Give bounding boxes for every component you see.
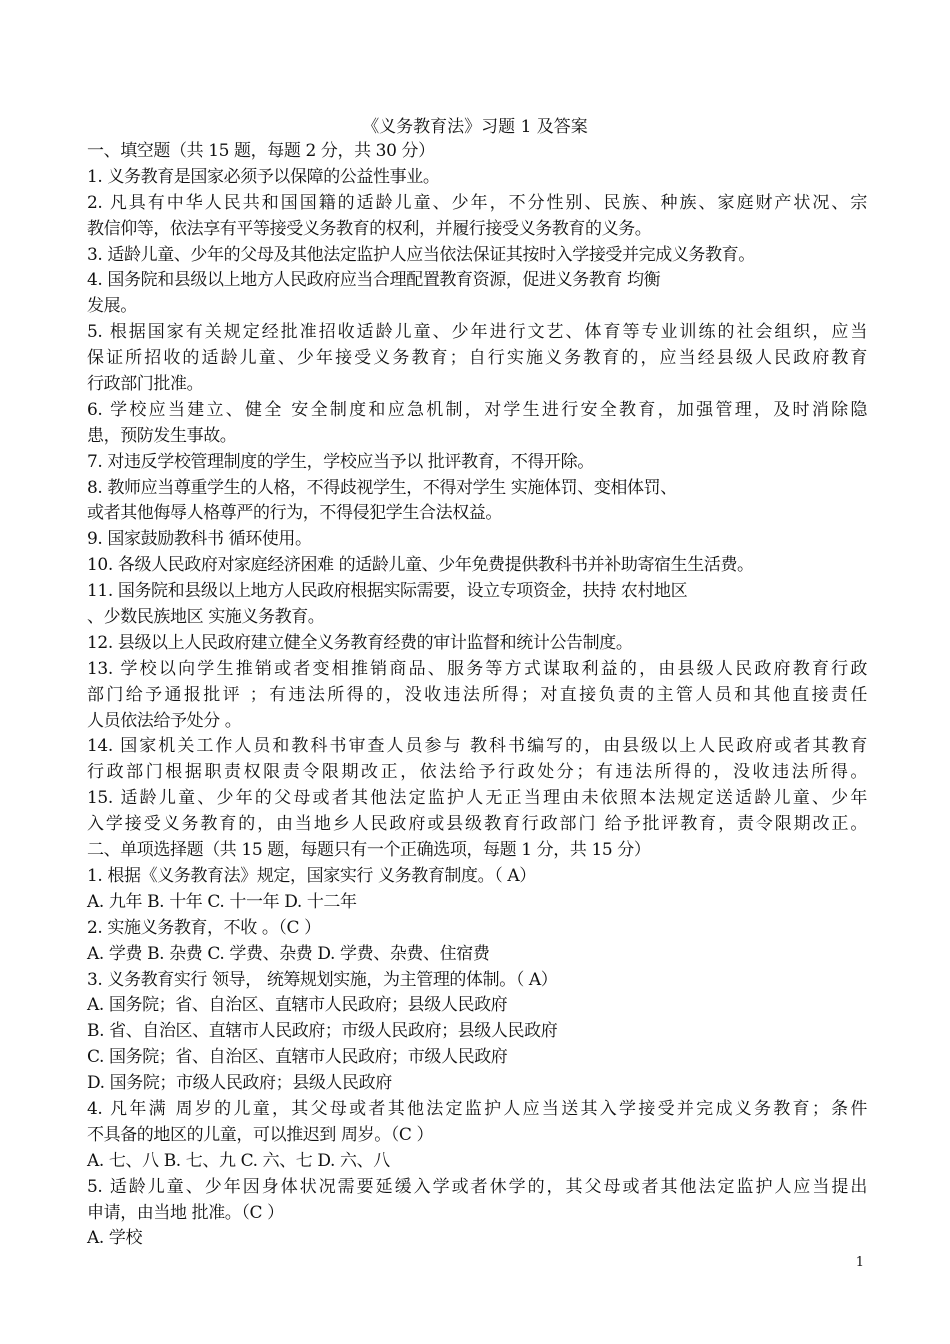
- text-line: 部门给予通报批评 ；有违法所得的，没收违法所得；对直接负责的主管人员和其他直接责任: [87, 684, 867, 705]
- text-line: C. 国务院；省、自治区、直辖市人民政府；市级人民政府: [87, 1047, 508, 1068]
- text-line: D. 国务院；市级人民政府；县级人民政府: [87, 1073, 392, 1094]
- text-line: 2. 凡具有中华人民共和国国籍的适龄儿童、少年，不分性别、民族、种族、家庭财产状况、宗: [87, 192, 867, 213]
- text-line: 或者其他侮辱人格尊严的行为，不得侵犯学生合法权益。: [87, 503, 502, 524]
- text-line: 入学接受义务教育的，由当地乡人民政府或县级教育行政部门 给予批评教育，责令限期改正。: [87, 814, 867, 835]
- text-line: 2. 实施义务教育，不收 。（C ）: [87, 917, 321, 938]
- text-line: 14. 国家机关工作人员和教科书审查人员参与 教科书编写的，由县级以上人民政府或者其教育: [87, 736, 867, 757]
- text-line: 行政部门根据职责权限责令限期改正，依法给予行政处分；有违法所得的，没收违法所得。: [87, 762, 867, 783]
- document-title: 《义务教育法》习题 1 及答案: [362, 117, 588, 137]
- text-line: 、少数民族地区 实施义务教育。: [87, 607, 325, 628]
- text-line: 行政部门批准。: [87, 374, 204, 395]
- page-number: 1: [855, 1255, 864, 1270]
- text-line: 10. 各级人民政府对家庭经济困难 的适龄儿童、少年免费提供教科书并补助寄宿生生活费。: [87, 555, 754, 576]
- text-line: 7. 对违反学校管理制度的学生，学校应当予以 批评教育，不得开除。: [87, 451, 594, 472]
- text-line: 人员依法给予处分 。: [87, 710, 242, 731]
- document-body: [87, 139, 867, 1252]
- text-line: 1. 根据《义务教育法》规定，国家实行 义务教育制度。（ A）: [87, 865, 536, 886]
- text-line: 3. 适龄儿童、少年的父母及其他法定监护人应当依法保证其按时入学接受并完成义务教育。: [87, 244, 755, 265]
- text-line: 4. 国务院和县级以上地方人民政府应当合理配置教育资源，促进义务教育 均衡: [87, 270, 661, 291]
- text-line: 二、单项选择题（共 15 题，每题只有一个正确选项，每题 1 分，共 15 分）: [87, 840, 651, 861]
- text-line: 15. 适龄儿童、少年的父母或者其他法定监护人无正当理由未依照本法规定送适龄儿童、少年: [87, 788, 867, 809]
- text-line: 3. 义务教育实行 领导， 统筹规划实施，为主管理的体制。（ A）: [87, 969, 558, 990]
- text-line: 发展。: [87, 296, 137, 317]
- text-line: 6. 学校应当建立、健全 安全制度和应急机制，对学生进行安全教育，加强管理，及时消除隐: [87, 399, 867, 420]
- text-line: 9. 国家鼓励教科书 循环使用。: [87, 529, 312, 550]
- text-line: 11. 国务院和县级以上地方人民政府根据实际需要，设立专项资金，扶持 农村地区: [87, 581, 688, 602]
- text-line: 不具备的地区的儿童，可以推迟到 周岁。（C ）: [87, 1124, 434, 1145]
- text-line: 5. 根据国家有关规定经批准招收适龄儿童、少年进行文艺、体育等专业训练的社会组织，应当: [87, 322, 867, 343]
- text-line: 1. 义务教育是国家必须予以保障的公益性事业。: [87, 166, 440, 187]
- text-line: 教信仰等，依法享有平等接受义务教育的权利，并履行接受义务教育的义务。: [87, 218, 652, 239]
- text-line: A. 学费 B. 杂费 C. 学费、杂费 D. 学费、杂费、住宿费: [87, 943, 490, 964]
- text-line: 4. 凡年满 周岁的儿童，其父母或者其他法定监护人应当送其入学接受并完成义务教育；条件: [87, 1098, 867, 1119]
- text-line: 保证所招收的适龄儿童、少年接受义务教育；自行实施义务教育的，应当经县级人民政府教育: [87, 348, 867, 369]
- text-line: A. 七、八 B. 七、九 C. 六、七 D. 六、八: [87, 1150, 390, 1171]
- text-line: A. 九年 B. 十年 C. 十一年 D. 十二年: [87, 891, 357, 912]
- text-line: 5. 适龄儿童、少年因身体状况需要延缓入学或者休学的，其父母或者其他法定监护人应当提出: [87, 1176, 867, 1197]
- text-line: 一、填空题（共 15 题，每题 2 分，共 30 分）: [87, 141, 435, 161]
- text-line: 申请，由当地 批准。（C ）: [87, 1202, 284, 1223]
- text-line: A. 学校: [87, 1228, 143, 1249]
- text-line: 12. 县级以上人民政府建立健全义务教育经费的审计监督和统计公告制度。: [87, 632, 633, 653]
- text-line: 13. 学校以向学生推销或者变相推销商品、服务等方式谋取利益的，由县级人民政府教育行政: [87, 658, 867, 679]
- text-line: B. 省、自治区、直辖市人民政府；市级人民政府；县级人民政府: [87, 1021, 558, 1042]
- text-line: 8. 教师应当尊重学生的人格，不得歧视学生，不得对学生 实施体罚、变相体罚、: [87, 477, 677, 498]
- text-line: 患，预防发生事故。: [87, 425, 237, 446]
- text-line: A. 国务院；省、自治区、直辖市人民政府；县级人民政府: [87, 995, 508, 1016]
